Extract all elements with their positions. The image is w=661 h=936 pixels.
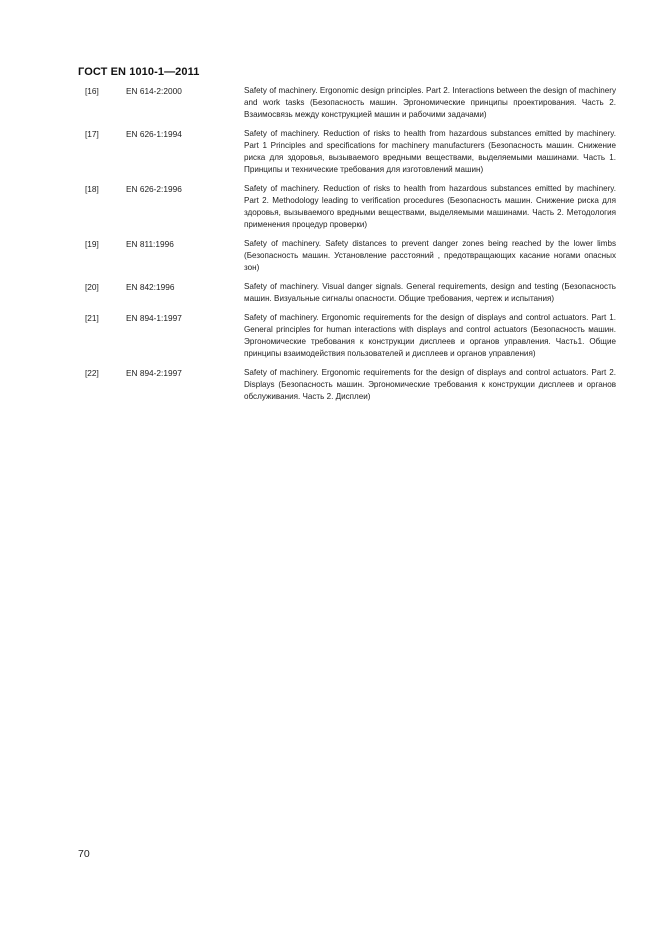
document-header: ГОСТ EN 1010-1—2011	[78, 66, 200, 78]
reference-number: [16]	[85, 86, 99, 96]
reference-code: EN 894-1:1997	[126, 313, 182, 323]
reference-number: [21]	[85, 313, 99, 323]
reference-code: EN 894-2:1997	[126, 368, 182, 378]
reference-number: [19]	[85, 239, 99, 249]
reference-item	[82, 85, 616, 121]
reference-number: [17]	[85, 129, 99, 139]
reference-code: EN 811:1996	[126, 239, 174, 249]
reference-item	[82, 367, 616, 403]
reference-item	[82, 183, 616, 231]
reference-item	[82, 238, 616, 274]
reference-number: [20]	[85, 282, 99, 292]
reference-item	[82, 128, 616, 176]
reference-title: Safety of machinery. Ergonomic design principles. Part 2. Interactions between the design of machinery and work tasks (Безопасность машин. Эргономические принципы проектирования. Часть 2. Взаимосвязь между конструкцией машин и рабочими задачами)	[244, 86, 616, 119]
reference-code: EN 614-2:2000	[126, 86, 182, 96]
reference-code: EN 626-1:1994	[126, 129, 182, 139]
reference-code: EN 626-2:1996	[126, 184, 182, 194]
reference-title: Safety of machinery. Ergonomic requirements for the design of displays and control actuators. Part 1. General principles for human interactions with displays and control actuators (Безопасность машин. Эргономические требования к конструкции дисплеев и органов управления. Часть1. Общие принципы взаимодействия пользователей и дисплеев и органов управления)	[244, 313, 616, 358]
reference-title: Safety of machinery. Visual danger signals. General requirements, design and testing (Безопасность машин. Визуальные сигналы опасности. Общие требования, чертеж и испытания)	[244, 282, 616, 303]
reference-code: EN 842:1996	[126, 282, 175, 292]
reference-title: Safety of machinery. Reduction of risks to health from hazardous substances emitted by machinery. Part 1 Principles and specifications for machinery manufacturers (Безопасность машин. Снижение риска для здоровья, вызываемого вредными веществами, выделяемыми машинами. Часть 1. Принципы и технические требования для изготовлений машин)	[244, 129, 616, 174]
reference-item	[82, 312, 616, 360]
page-number: 70	[78, 848, 90, 860]
reference-title: Safety of machinery. Safety distances to prevent danger zones being reached by the lower limbs (Безопасность машин. Установление расстояний , предотвращающих касание ногами опасных зон)	[244, 239, 616, 272]
reference-number: [22]	[85, 368, 99, 378]
reference-number: [18]	[85, 184, 99, 194]
reference-title: Safety of machinery. Ergonomic requirements for the design of displays and control actuators. Part 2. Displays (Безопасность машин. Эргономические требования к конструкции дисплеев и органов обслуживания. Часть 2. Дисплеи)	[244, 368, 616, 401]
reference-item	[82, 281, 616, 305]
references-list	[82, 85, 616, 410]
reference-title: Safety of machinery. Reduction of risks to health from hazardous substances emitted by machinery. Part 2. Methodology leading to verification procedures (Безопасность машин. Снижение риска для здоровья, вызываемого вредными веществами, выделяемыми машинами. Часть 2. Методология применения процедур проверки)	[244, 184, 616, 229]
